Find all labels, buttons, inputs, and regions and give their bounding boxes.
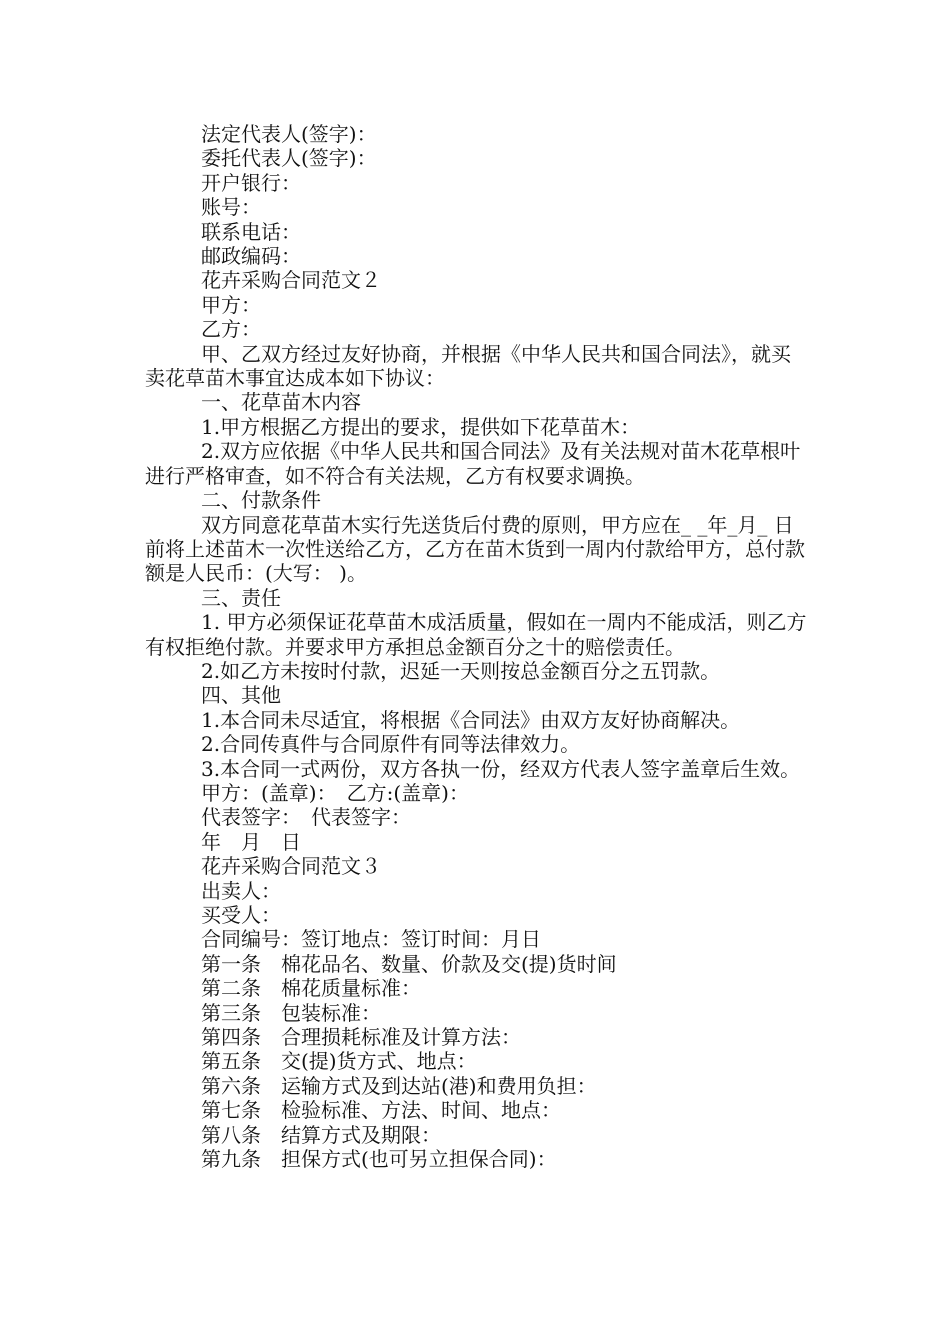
- bank-field: 开户银行：: [201, 170, 301, 195]
- party-b-label: 乙方：: [201, 317, 261, 342]
- article-3: 第三条 包装标准：: [201, 1000, 381, 1025]
- section-title-sample-2: 花卉采购合同范文２: [201, 268, 381, 293]
- article-1: 第一条 棉花品名、数量、价款及交(提)货时间: [201, 951, 617, 976]
- heading-contents: 一、花草苗木内容: [201, 390, 361, 415]
- article-7: 第七条 检验标准、方法、时间、地点：: [201, 1098, 561, 1123]
- phone-field: 联系电话：: [201, 219, 301, 244]
- heading-liability: 三、责任: [201, 585, 281, 610]
- paragraph-intro: 甲、乙双方经过友好协商，并根据《中华人民共和国合同法》，就买卖花草苗木事宜达成本如下协议：: [145, 341, 791, 391]
- date-line: 年 月 日: [201, 829, 301, 854]
- clause-3-1: 1. 甲方必须保证花草苗木成活质量，假如在一周内不能成活，则乙方有权拒绝付款。并要求甲方承担总金额百分之十的赔偿责任。: [145, 610, 807, 659]
- clause-4-2: 2.合同传真件与合同原件有同等法律效力。: [201, 732, 581, 757]
- postcode-field: 邮政编码：: [201, 244, 301, 269]
- clause-3-2: 2.如乙方未按时付款，迟延一天则按总金额百分之五罚款。: [201, 658, 721, 683]
- section-title-sample-3: 花卉采购合同范文３: [201, 854, 381, 879]
- signature-legal-rep: 法定代表人(签字)：: [201, 122, 377, 146]
- contract-meta-line: 合同编号：签订地点：签订时间：月日: [201, 927, 541, 952]
- article-6: 第六条 运输方式及到达站(港)和费用负担：: [201, 1073, 597, 1098]
- account-field: 账号：: [201, 195, 261, 220]
- article-2: 第二条 棉花质量标准：: [201, 976, 421, 1001]
- heading-other: 四、其他: [201, 683, 281, 708]
- signature-authorized-rep: 委托代表人(签字)：: [201, 146, 377, 171]
- buyer-label: 买受人：: [201, 903, 281, 927]
- clause-1-2: 2.双方应依据《中华人民共和国合同法》及有关法规对苗木花草根叶进行严格审查，如不符合有关法规，乙方有权要求调换。: [145, 439, 801, 488]
- article-8: 第八条 结算方式及期限：: [201, 1122, 441, 1147]
- seller-label: 出卖人：: [201, 878, 281, 903]
- clause-4-3: 3.本合同一式两份，双方各执一份，经双方代表人签字盖章后生效。: [201, 756, 801, 781]
- article-5: 第五条 交(提)货方式、地点：: [201, 1049, 477, 1074]
- article-4: 第四条 合理损耗标准及计算方法：: [201, 1025, 521, 1050]
- party-a-label: 甲方：: [201, 292, 261, 317]
- clause-4-1: 1.本合同未尽适宜，将根据《合同法》由双方友好协商解决。: [201, 707, 741, 732]
- article-9: 第九条 担保方式(也可另立担保合同)：: [201, 1147, 557, 1172]
- clause-1-1: 1.甲方根据乙方提出的要求，提供如下花草苗木：: [201, 414, 641, 439]
- seal-line: 甲方：(盖章)： 乙方:(盖章)：: [201, 780, 469, 805]
- rep-sign-line: 代表签字： 代表签字：: [201, 805, 411, 830]
- document-body: [145, 122, 810, 1171]
- paragraph-payment: 双方同意花草苗木实行先送货后付费的原则，甲方应在_ _年_月_ 日前将上述苗木一次性送给乙方，乙方在苗木货到一周内付款给甲方，总付款额是人民币：(大写： )。: [145, 512, 805, 586]
- heading-payment: 二、付款条件: [201, 488, 321, 513]
